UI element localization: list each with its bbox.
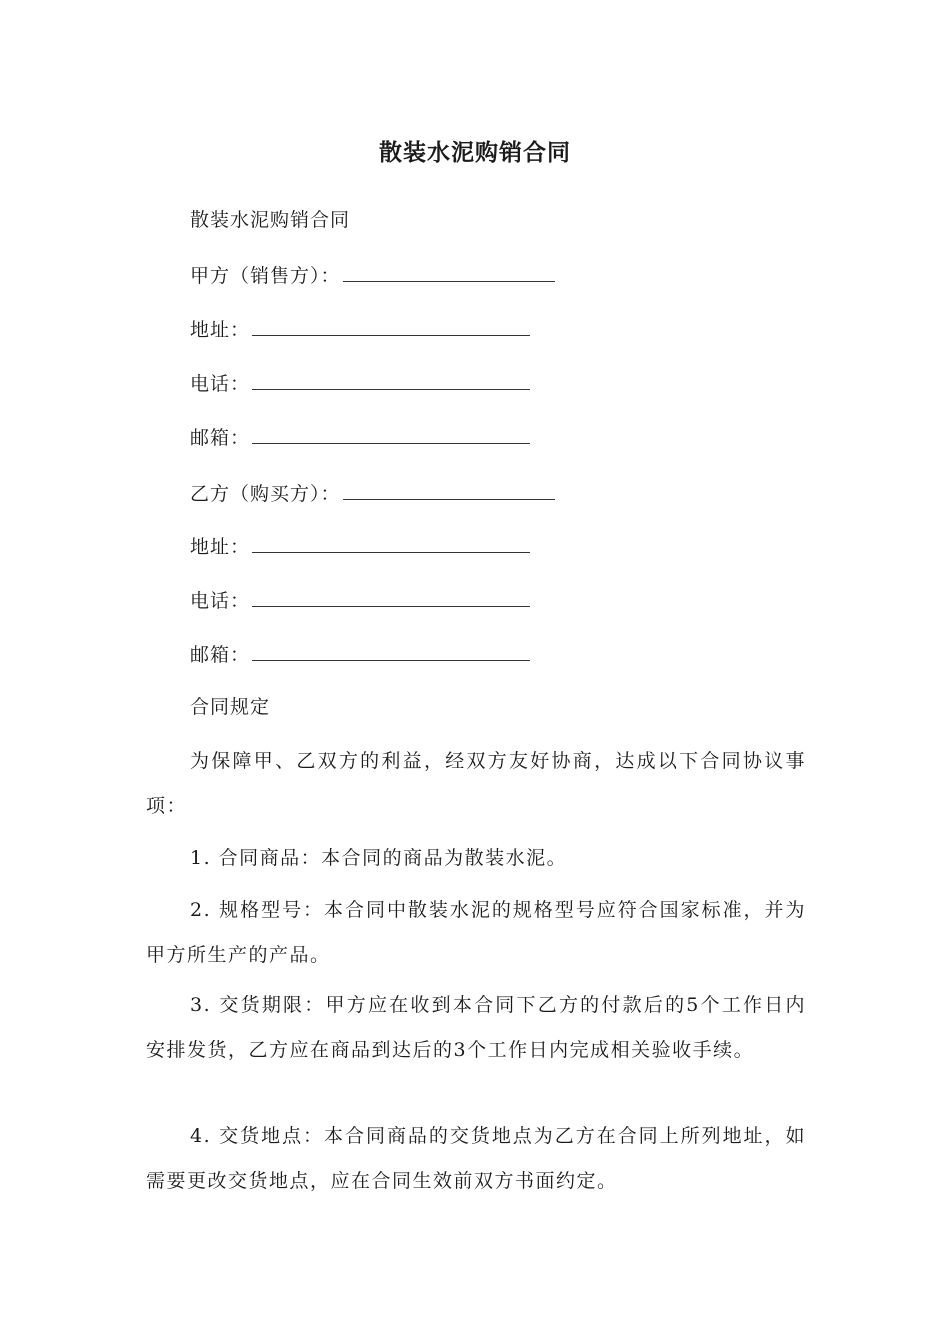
document-subtitle: 散装水泥购销合同	[190, 209, 351, 231]
party-a-phone-line	[190, 367, 530, 399]
party-a-address-blank	[252, 313, 530, 336]
party-a-address-line	[190, 313, 530, 345]
party-b-line	[190, 477, 555, 509]
party-a-email-blank	[252, 421, 530, 444]
party-a-phone-label: 电话：	[190, 373, 251, 395]
party-b-phone-label: 电话：	[190, 590, 251, 612]
party-a-email-line	[190, 421, 530, 453]
party-a-address-label: 地址：	[190, 319, 251, 341]
party-a-label: 甲方（销售方）：	[190, 265, 341, 287]
party-b-email-blank	[252, 638, 530, 661]
party-b-address-line	[190, 530, 530, 562]
party-a-email-label: 邮箱：	[190, 427, 251, 449]
party-b-phone-line	[190, 584, 530, 616]
document-title: 散装水泥购销合同	[379, 140, 571, 166]
clause-3: 3. 交货期限：甲方应在收到本合同下乙方的付款后的5个工作日内安排发货，乙方应在商品到达后的3个工作日内完成相关验收手续。	[146, 994, 806, 1061]
clause-1: 1. 合同商品：本合同的商品为散装水泥。	[190, 847, 568, 869]
party-b-label: 乙方（购买方）：	[190, 483, 341, 505]
intro-paragraph: 为保障甲、乙双方的利益，经双方友好协商，达成以下合同协议事项：	[146, 750, 806, 817]
party-b-address-label: 地址：	[190, 536, 251, 558]
party-b-address-blank	[252, 530, 530, 553]
party-a-blank	[343, 259, 555, 282]
party-b-phone-blank	[252, 584, 530, 607]
party-b-email-label: 邮箱：	[190, 644, 251, 666]
party-b-email-line	[190, 638, 530, 670]
clause-4: 4. 交货地点：本合同商品的交货地点为乙方在合同上所列地址，如需要更改交货地点，应在合同生效前双方书面约定。	[146, 1125, 806, 1192]
section-heading: 合同规定	[190, 696, 271, 718]
clause-2: 2. 规格型号：本合同中散装水泥的规格型号应符合国家标准，并为甲方所生产的产品。	[146, 899, 806, 966]
party-b-blank	[343, 477, 555, 500]
party-a-phone-blank	[252, 367, 530, 390]
party-a-line	[190, 259, 555, 291]
